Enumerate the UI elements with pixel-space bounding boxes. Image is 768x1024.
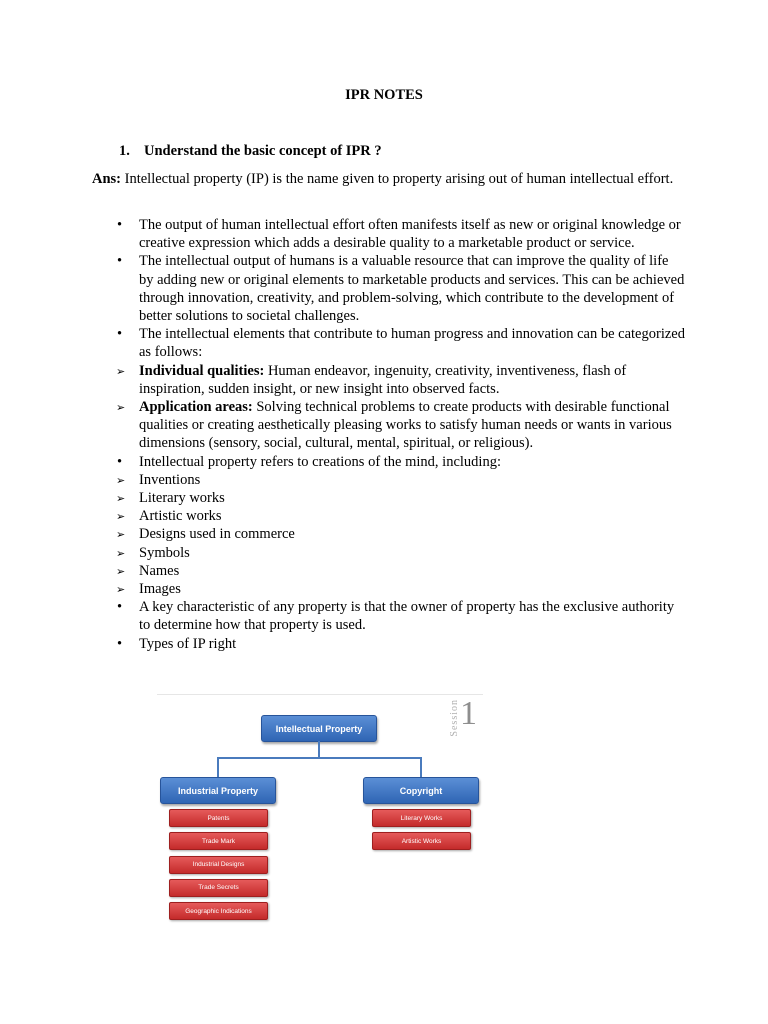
bullet-item	[115, 252, 685, 325]
ip-diagram	[157, 694, 483, 927]
bullet-icon: •	[117, 599, 123, 616]
copyright-box: Copyright	[363, 777, 479, 804]
session-label	[449, 695, 477, 737]
item-text: Artistic works	[139, 508, 222, 525]
bullet-icon: •	[117, 217, 123, 233]
arrow-bullet-icon: ➢	[116, 546, 126, 560]
arrow-bullet-icon: ➢	[116, 473, 126, 487]
item-text: Literary works	[139, 490, 225, 507]
item-bold-label: Individual qualities:	[139, 362, 265, 379]
left-child-box: Trade Mark	[169, 832, 268, 850]
arrow-item	[115, 525, 685, 543]
item-text: Symbols	[139, 544, 190, 561]
arrow-item	[115, 562, 685, 580]
item-text: Designs used in commerce	[139, 526, 295, 543]
arrow-bullet-icon: ➢	[116, 401, 126, 415]
item-text: The intellectual elements that contribute to human progress and innovation can be categorized as follows:	[139, 326, 685, 361]
item-text: Names	[139, 562, 180, 579]
item-text: The intellectual output of humans is a valuable resource that can improve the quality of life by adding new or original elements to marketable products and services. This can be achieved through innovation, creativity, and problem-solving, which contribute to the development of better solutions to societal challenges.	[139, 253, 685, 325]
notes-list	[115, 216, 685, 653]
right-child-box: Artistic Works	[372, 832, 471, 850]
answer-paragraph	[92, 170, 682, 189]
question-text: Understand the basic concept of IPR ?	[144, 143, 382, 159]
bullet-icon: •	[117, 635, 123, 652]
item-text: A key characteristic of any property is that the owner of property has the exclusive authority to determine how that property is used.	[139, 599, 675, 634]
question-heading	[119, 143, 382, 160]
item-text: Images	[139, 581, 181, 598]
connector-line	[217, 757, 421, 759]
bullet-item	[115, 453, 685, 471]
left-child-box: Industrial Designs	[169, 856, 268, 874]
answer-text: Intellectual property (IP) is the name given to property arising out of human intellectual effort.	[121, 171, 674, 187]
item-text: The output of human intellectual effort often manifests itself as new or original knowledge or creative expression which adds a desirable quality to a marketable product or service.	[139, 217, 681, 252]
arrow-item	[115, 398, 685, 453]
arrow-bullet-icon: ➢	[116, 583, 126, 597]
arrow-item	[115, 580, 685, 598]
bullet-item	[115, 635, 685, 653]
page-title: IPR NOTES	[345, 87, 423, 103]
item-text: Types of IP right	[139, 635, 237, 652]
bullet-icon: •	[117, 326, 123, 343]
diagram-root-box: Intellectual Property	[261, 715, 377, 742]
connector-line	[420, 757, 422, 777]
item-text: Inventions	[139, 471, 201, 488]
left-child-box: Trade Secrets	[169, 879, 268, 897]
arrow-bullet-icon: ➢	[116, 528, 126, 542]
arrow-item	[115, 507, 685, 525]
item-bold-label: Application areas:	[139, 399, 253, 416]
arrow-item	[115, 362, 685, 398]
bullet-icon: •	[117, 453, 123, 470]
item-text: Intellectual property refers to creations of the mind, including:	[139, 453, 501, 470]
arrow-bullet-icon: ➢	[116, 510, 126, 524]
left-child-box: Geographic Indications	[169, 902, 268, 920]
arrow-bullet-icon: ➢	[116, 564, 126, 578]
connector-line	[217, 757, 219, 777]
left-child-box: Patents	[169, 809, 268, 827]
connector-line	[318, 741, 320, 758]
arrow-bullet-icon: ➢	[116, 364, 126, 378]
question-number: 1.	[119, 143, 130, 159]
session-word: Session	[449, 699, 460, 737]
arrow-item	[115, 471, 685, 489]
bullet-item	[115, 325, 685, 361]
arrow-bullet-icon: ➢	[116, 492, 126, 506]
industrial-property-box: Industrial Property	[160, 777, 276, 804]
item-text: Human endeavor, ingenuity, creativity, inventiveness, flash of inspiration, sudden insight, or new insight into observed facts.	[139, 362, 627, 397]
answer-label: Ans:	[92, 171, 122, 187]
right-child-box: Literary Works	[372, 809, 471, 827]
bullet-item	[115, 598, 685, 634]
session-number: 1	[460, 695, 477, 732]
bullet-icon: •	[117, 253, 123, 270]
bullet-item	[115, 216, 685, 252]
arrow-item	[115, 489, 685, 507]
arrow-item	[115, 544, 685, 562]
item-text: Solving technical problems to create products with desirable functional qualities or creating aesthetically pleasing works to satisfy human needs or wants in various dimensions (sensory, social, cultural, mental, spiritual, or religious).	[139, 399, 672, 452]
